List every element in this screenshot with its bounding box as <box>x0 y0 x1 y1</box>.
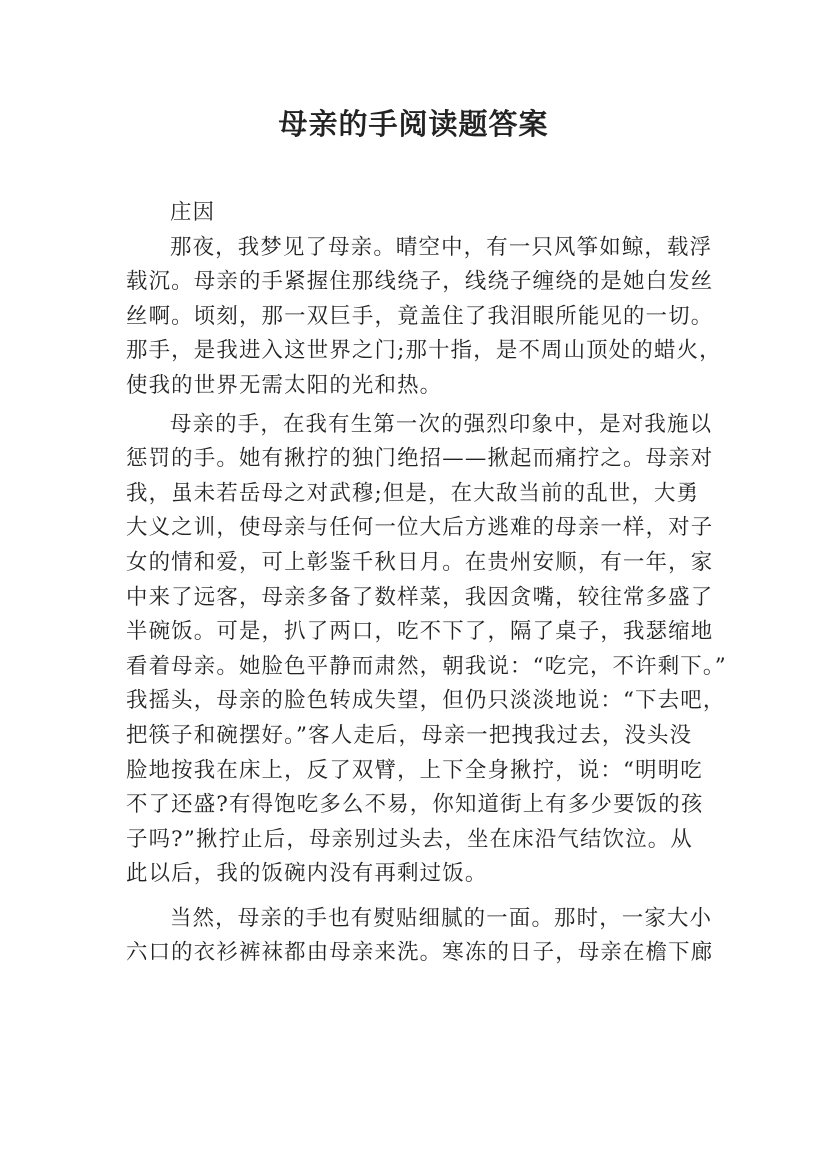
paragraph-2-line-4: 大义之训，使母亲与任何一位大后方逃难的母亲一样，对子 <box>126 515 714 541</box>
paragraph-1-line-3: 丝啊。顷刻，那一双巨手，竟盖住了我泪眼所能见的一切。 <box>126 303 714 329</box>
paragraph-1-line-1: 那夜，我梦见了母亲。晴空中，有一只风筝如鲸，载浮 <box>170 234 713 260</box>
paragraph-3-line-2: 六口的衣衫裤袜都由母亲来洗。寒冻的日子，母亲在檐下廊 <box>126 940 714 966</box>
paragraph-2-line-5: 女的情和爱，可上彰鉴千秋日月。在贵州安顺，有一年，家 <box>126 549 714 575</box>
paragraph-3-line-1: 当然，母亲的手也有熨贴细腻的一面。那时，一家大小 <box>170 905 713 931</box>
paragraph-1-line-2: 载沉。母亲的手紧握住那线绕子，线绕子缠绕的是她白发丝 <box>126 269 714 295</box>
paragraph-2-line-9: 我摇头，母亲的脸色转成失望，但仍只淡淡地说：“下去吧， <box>126 688 726 714</box>
document-title: 母亲的手阅读题答案 <box>278 107 549 141</box>
article-body <box>126 196 727 971</box>
paragraph-2-line-2: 惩罚的手。她有揪拧的独门绝招——揪起而痛拧之。母亲对 <box>126 446 714 472</box>
paragraph-2-line-13: 子吗?”揪拧止后，母亲别过头去，坐在床沿气结饮泣。从 <box>126 826 693 852</box>
paragraph-2-line-3: 我，虽未若岳母之对武穆;但是，在大敌当前的乱世，大勇 <box>126 480 700 506</box>
paragraph-2-line-11: 脸地按我在床上，反了双臂，上下全身揪拧，说：“明明吃 <box>126 757 703 783</box>
paragraph-2-line-6: 中来了远客，母亲多备了数样菜，我因贪嘴，较往常多盛了 <box>126 584 714 610</box>
paragraph-2-line-12: 不了还盛?有得饱吃多么不易，你知道街上有多少要饭的孩 <box>126 792 704 818</box>
paragraph-2-line-7: 半碗饭。可是，扒了两口，吃不下了，隔了桌子，我瑟缩地 <box>126 619 714 645</box>
paragraph-1-line-4: 那手，是我进入这世界之门;那十指，是不周山顶处的蜡火， <box>126 338 722 364</box>
paragraph-2-line-8: 看着母亲。她脸色平静而肃然，朝我说：“吃完，不许剩下。” <box>126 653 727 679</box>
paragraph-2-line-1: 母亲的手，在我有生第一次的强烈印象中，是对我施以 <box>170 411 713 437</box>
paragraph-1-line-5: 使我的世界无需太阳的光和热。 <box>126 372 443 398</box>
paragraph-2-line-14: 此以后，我的饭碗内没有再剩过饭。 <box>126 861 488 887</box>
author-line: 庄因 <box>170 200 216 225</box>
paragraph-2-line-10: 把筷子和碗摆好。”客人走后，母亲一把拽我过去，没头没 <box>126 722 693 748</box>
